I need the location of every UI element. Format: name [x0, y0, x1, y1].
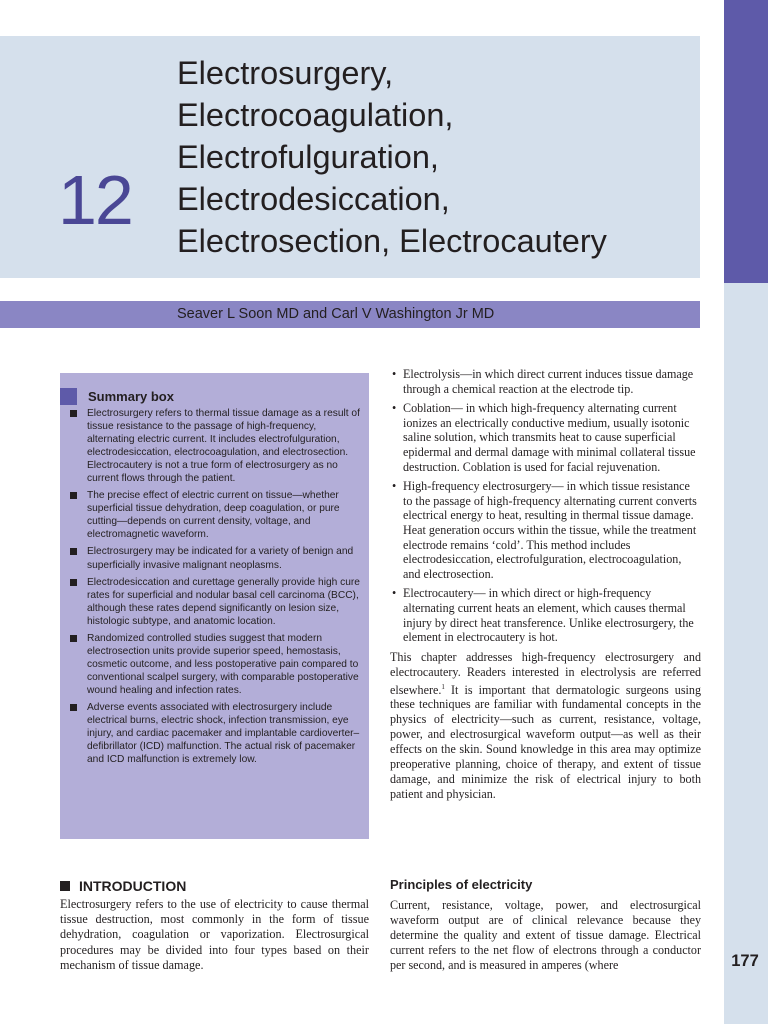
summary-item — [68, 545, 360, 571]
page-number: 177 — [731, 952, 759, 970]
types-list — [390, 367, 701, 645]
types-item-text: Electrocautery— in which direct or high-frequency alternating current heats an element, which causes thermal injury by direct heat transference. Unlike electrosurgery, the element in electrocautery is hot. — [403, 586, 694, 645]
types-list-item — [390, 479, 701, 581]
chapter-title-line: Electrodesiccation, — [177, 181, 450, 217]
types-list-item — [390, 401, 701, 474]
chapter-title — [177, 52, 697, 262]
authors: Seaver L Soon MD and Carl V Washington Jr MD — [177, 306, 495, 322]
summary-item — [68, 576, 360, 628]
authors-bar — [0, 301, 700, 328]
chapter-title-line: Electrofulguration, — [177, 139, 439, 175]
square-bullet-icon — [70, 704, 77, 711]
types-list-item — [390, 367, 701, 396]
bullet-dot-icon: • — [392, 367, 397, 381]
summary-list — [68, 407, 360, 770]
chapter-scope-paragraph — [390, 650, 701, 802]
bullet-dot-icon: • — [392, 586, 397, 601]
types-item-text: Coblation— in which high-frequency alternating current ionizes an electrically conductive medium, usually isotonic saline solution, which transmits heat to cause superficial epidermal and dermal damage with minimal collateral tissue destruction. Coblation is used for facial rejuvenation. — [403, 401, 696, 474]
summary-item — [68, 489, 360, 541]
types-item-text: High-frequency electrosurgery— in which tissue resistance to the passage of high-frequency alternating current converts electrical energy to heat, resulting in thermal tissue damage. Heat generation occurs within the tissue, while the treatment electrode remains ‘cold’. This method includes electrodesiccation, electrofulguration, electrocoagulation, and electrosection. — [403, 479, 697, 581]
right-column — [390, 367, 701, 802]
side-band-accent — [724, 0, 768, 283]
summary-item-text: Adverse events associated with electrosurgery include electrical burns, electric shock, infection transmission, eye injury, and cardiac pacemaker and implantable cardioverter–defibrillator (ICD) malfunction. The actual risk of pacemaker and ICD malfunction is extremely low. — [87, 701, 360, 766]
square-bullet-icon — [70, 635, 77, 642]
chapter-number: 12 — [58, 161, 132, 239]
types-list-item — [390, 586, 701, 644]
summary-item — [68, 701, 360, 766]
summary-item-text: Randomized controlled studies suggest that modern electrosection units provide superior speed, hemostasis, cosmetic outcome, and less postoperative pain compared to conventional scalpel surgery, with comparable postoperative wound healing and infection rates. — [87, 632, 359, 696]
square-bullet-icon — [70, 548, 77, 555]
summary-item-text: Electrodesiccation and curettage generally provide high cure rates for superficial and nodular basal cell carcinoma (BCC), although these rates depend significantly on lesion size, histologic subtype, and anatomic location. — [87, 576, 360, 627]
square-bullet-icon — [60, 881, 70, 891]
chapter-scope-text-cont: It is important that dermatologic surgeons using these techniques are familiar with fundamental concepts in the physics of electricity—such as current, resistance, voltage, power, and electrosurgical waveform output—as well as their effects on the skin. Sound knowledge in this area may optimize preoperative planning, choice of therapy, and extent of tissue damage, and minimize the risk of electrical injury to both patient and physician. — [390, 682, 701, 801]
summary-item-text: Electrosurgery refers to thermal tissue damage as a result of tissue resistance to the passage of high-frequency, alternating electric current. It includes electrofulguration, electrodesiccation, electrocoagulation, and electrosection. Electrocautery is not a true form of electrosurgery as no current flows through the patient. — [87, 408, 360, 485]
summary-item-text: Electrosurgery may be indicated for a variety of benign and superficially invasive malignant neoplasms. — [87, 546, 354, 571]
summary-item — [68, 407, 360, 485]
chapter-title-line: Electrocoagulation, — [177, 97, 454, 133]
principles-heading: Principles of electricity — [390, 877, 533, 892]
square-bullet-icon — [70, 492, 77, 499]
chapter-title-line: Electrosection, Electrocautery — [177, 223, 607, 259]
reference-superscript: 1 — [441, 682, 445, 691]
introduction-heading — [60, 877, 186, 895]
chapter-title-line: Electrosurgery, — [177, 55, 394, 91]
introduction-heading-text: INTRODUCTION — [79, 878, 187, 894]
summary-item-text: The precise effect of electric current on tissue—whether superficial tissue dehydration, deep coagulation, or pure cutting—depends on current density, voltage, and electromagnetic waveform. — [87, 490, 340, 541]
summary-item — [68, 632, 360, 697]
bullet-dot-icon: • — [392, 479, 397, 494]
square-bullet-icon — [70, 410, 77, 417]
summary-box — [60, 373, 369, 839]
summary-marker — [60, 388, 77, 405]
principles-paragraph: Current, resistance, voltage, power, and electrosurgical waveform output are of clinical relevance because they determine the quality and extent of tissue damage. Electrical current refers to the net flow of electrons through a conductor per second, and is measured in amperes (where — [390, 898, 701, 973]
square-bullet-icon — [70, 579, 77, 586]
types-item-text: Electrolysis—in which direct current induces tissue damage through a chemical reaction at the electrode tip. — [403, 367, 694, 396]
chapter-scope-text: This chapter addresses high-frequency electrosurgery and electrocautery. Readers interested in electrolysis are referred elsewhere. — [390, 649, 701, 697]
summary-title: Summary box — [88, 389, 174, 404]
bullet-dot-icon: • — [392, 401, 397, 416]
introduction-paragraph: Electrosurgery refers to the use of electricity to cause thermal tissue destruction, most commonly in the form of tissue dehydration, coagulation or vaporization. Electrosurgical procedures may be divided into four types based on their mechanism of tissue damage. — [60, 897, 369, 972]
